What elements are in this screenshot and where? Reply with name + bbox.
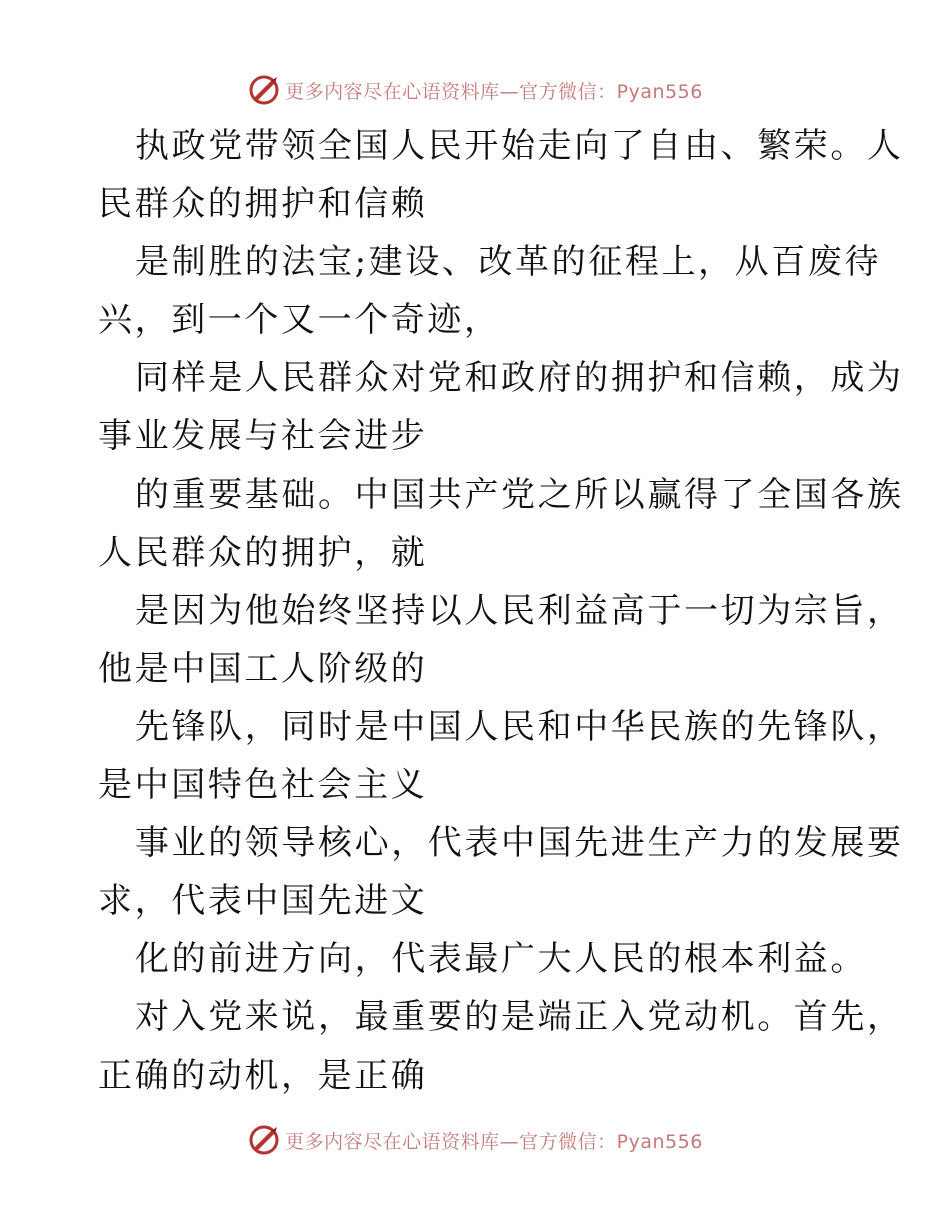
document-body	[98, 117, 904, 1105]
text-line: 对入党来说，最重要的是端正入党动机。首先，	[135, 997, 904, 1038]
header-banner	[0, 70, 950, 110]
text-line: 正确的动机，是正确	[98, 1055, 428, 1096]
text-line: 同样是人民群众对党和政府的拥护和信赖，成为	[135, 358, 904, 399]
text-line: 兴，到一个又一个奇迹，	[98, 300, 501, 341]
text-line: 的重要基础。中国共产党之所以赢得了全国各族	[135, 474, 904, 515]
header-text: 更多内容尽在心语资料库—官方微信：Pyan556	[285, 80, 703, 103]
text-line: 执政党带领全国人民开始走向了自由、繁荣。人	[135, 126, 904, 166]
footer-text: 更多内容尽在心语资料库—官方微信：Pyan556	[285, 1130, 703, 1153]
text-line: 求，代表中国先进文	[98, 881, 428, 922]
text-line: 人民群众的拥护，就	[98, 532, 428, 573]
text-line: 是因为他始终坚持以人民利益高于一切为宗旨，	[135, 590, 904, 631]
text-line: 民群众的拥护和信赖	[98, 184, 428, 225]
footer-banner	[0, 1120, 950, 1160]
text-line: 事业的领导核心，代表中国先进生产力的发展要	[135, 823, 904, 864]
text-line: 他是中国工人阶级的	[98, 648, 428, 689]
text-line: 是中国特色社会主义	[98, 765, 428, 806]
text-line: 是制胜的法宝;建设、改革的征程上，从百废待	[135, 242, 882, 283]
text-line: 化的前进方向，代表最广大人民的根本利益。	[135, 939, 867, 980]
text-line: 事业发展与社会进步	[98, 416, 428, 457]
text-line: 先锋队，同时是中国人民和中华民族的先锋队，	[135, 706, 904, 747]
pen-logo-icon	[247, 1123, 281, 1157]
pen-logo-icon	[247, 73, 281, 107]
